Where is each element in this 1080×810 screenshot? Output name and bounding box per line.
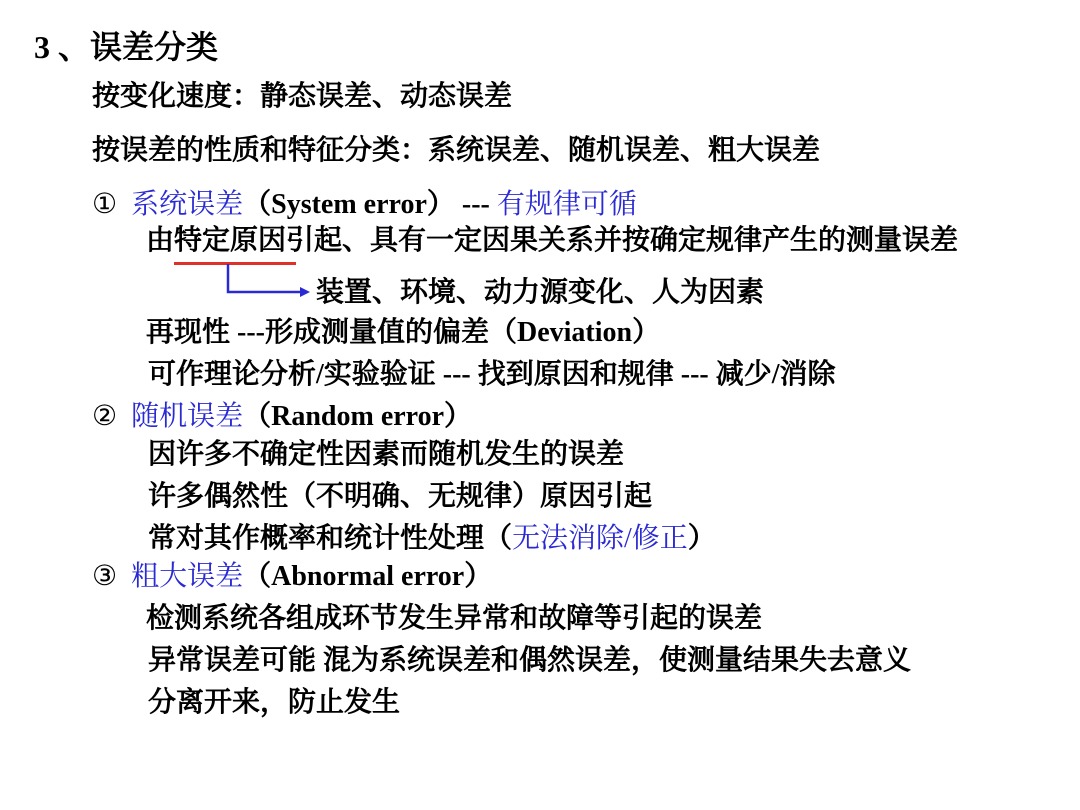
cannot-eliminate-text: 无法消除/修正 — [512, 523, 688, 554]
gross-error-name: 粗大误差 — [131, 561, 244, 592]
circled-one-marker: ① — [92, 189, 118, 220]
reproducibility-text: 再现性 ---形成测量值的偏差（ — [146, 317, 517, 348]
arrow-icon — [222, 262, 312, 298]
systematic-error-definition: 由特定原因引起、具有一定因果关系并按确定规律产生的测量误差 — [146, 225, 959, 256]
random-error-english: （Random error） — [243, 401, 473, 432]
systematic-error-dashes: --- — [454, 189, 497, 220]
gross-error-line-3: 分离开来，防止发生 — [148, 687, 401, 718]
reproducibility-close: ） — [632, 317, 661, 348]
gross-error-heading — [92, 560, 492, 594]
systematic-error-heading — [92, 188, 637, 222]
circled-three-marker: ③ — [92, 561, 118, 592]
random-error-line-3-text: 常对其作概率和统计性处理（ — [148, 523, 513, 554]
systematic-error-causes: 装置、环境、动力源变化、人为因素 — [316, 277, 765, 308]
systematic-error-english: （System error） — [243, 189, 455, 220]
classification-by-speed: 按变化速度：静态误差、动态误差 — [92, 81, 513, 112]
systematic-error-tagline: 有规律可循 — [496, 189, 637, 220]
circled-two-marker: ② — [92, 401, 118, 432]
random-error-line-3 — [148, 522, 716, 556]
gross-error-line-2: 异常误差可能 混为系统误差和偶然误差，使测量结果失去意义 — [148, 645, 912, 676]
random-error-line-3-close: ） — [687, 523, 716, 554]
random-error-name: 随机误差 — [131, 401, 244, 432]
systematic-error-analysis: 可作理论分析/实验验证 --- 找到原因和规律 --- 减少/消除 — [148, 359, 836, 390]
classification-by-nature: 按误差的性质和特征分类：系统误差、随机误差、粗大误差 — [92, 135, 821, 166]
random-error-heading — [92, 400, 472, 434]
systematic-error-name: 系统误差 — [131, 189, 244, 220]
slide-title: 3 、误差分类 — [34, 29, 219, 65]
gross-error-line-1: 检测系统各组成环节发生异常和故障等引起的误差 — [146, 603, 763, 634]
gross-error-english: （Abnormal error） — [243, 561, 493, 592]
systematic-error-reproducibility — [146, 316, 660, 350]
random-error-line-1: 因许多不确定性因素而随机发生的误差 — [148, 439, 625, 470]
random-error-line-2: 许多偶然性（不明确、无规律）原因引起 — [148, 481, 653, 512]
deviation-term: Deviation — [516, 317, 633, 348]
